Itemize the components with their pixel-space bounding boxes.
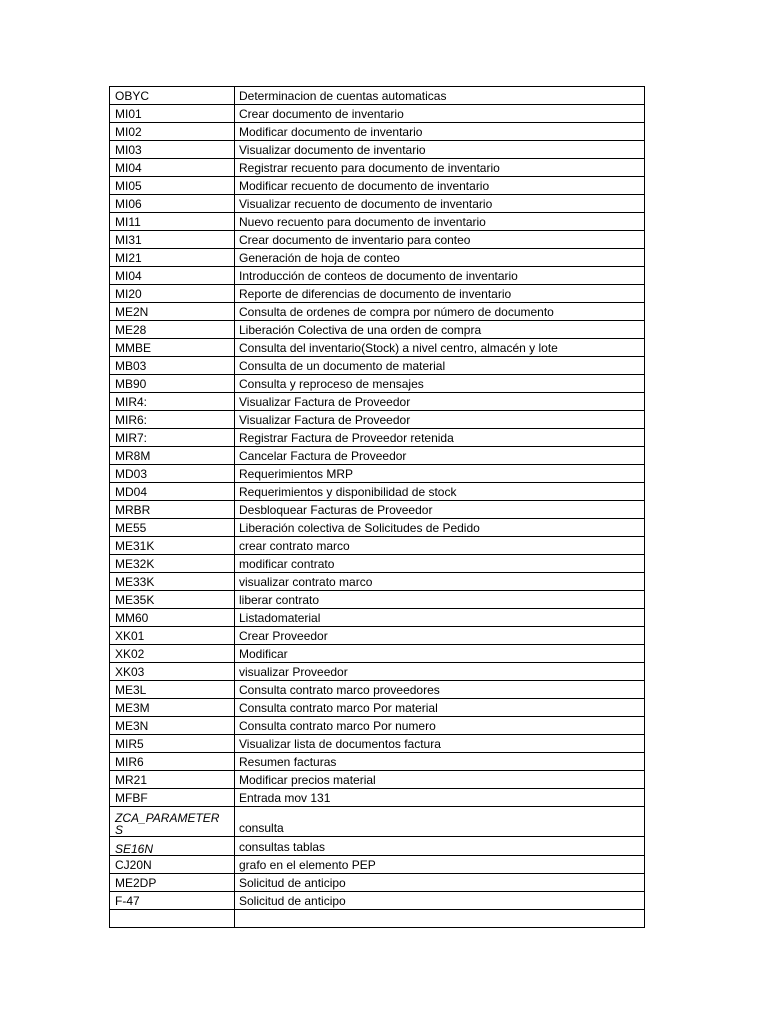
table-row: [110, 789, 645, 807]
table-row: [110, 807, 645, 837]
code-cell: ME31K: [110, 537, 235, 555]
code-cell: MFBF: [110, 789, 235, 807]
description-cell: crear contrato marco: [235, 537, 645, 555]
table-row: [110, 681, 645, 699]
code-cell: MI20: [110, 285, 235, 303]
empty-cell: [235, 910, 645, 928]
table-row: [110, 465, 645, 483]
table-row: [110, 231, 645, 249]
table-row: [110, 339, 645, 357]
description-cell: grafo en el elemento PEP: [235, 856, 645, 874]
table-row: [110, 663, 645, 681]
table-row: [110, 303, 645, 321]
description-cell: Consulta del inventario(Stock) a nivel centro, almacén y lote: [235, 339, 645, 357]
code-cell: MIR5: [110, 735, 235, 753]
code-cell: MI02: [110, 123, 235, 141]
table-row: [110, 447, 645, 465]
code-cell: MI03: [110, 141, 235, 159]
code-cell: MI21: [110, 249, 235, 267]
table-row: [110, 195, 645, 213]
table-row: [110, 856, 645, 874]
code-cell: MIR6:: [110, 411, 235, 429]
description-cell: Consulta contrato marco proveedores: [235, 681, 645, 699]
code-cell: ME35K: [110, 591, 235, 609]
table-row: [110, 105, 645, 123]
description-cell: Visualizar Factura de Proveedor: [235, 411, 645, 429]
code-cell: XK02: [110, 645, 235, 663]
code-cell: MD03: [110, 465, 235, 483]
code-cell: ME3M: [110, 699, 235, 717]
code-cell: MI04: [110, 159, 235, 177]
empty-row: [110, 910, 645, 928]
table-row: [110, 771, 645, 789]
table-row: [110, 573, 645, 591]
code-cell: ME2DP: [110, 874, 235, 892]
code-line: ZCA_PARAMETER: [115, 811, 220, 825]
code-line: S: [115, 823, 124, 837]
code-cell: ME32K: [110, 555, 235, 573]
empty-cell: [110, 910, 235, 928]
table-row: [110, 321, 645, 339]
code-cell: MD04: [110, 483, 235, 501]
description-cell: Consulta contrato marco Por numero: [235, 717, 645, 735]
table-row: [110, 555, 645, 573]
table-row: [110, 519, 645, 537]
description-cell: Liberación Colectiva de una orden de compra: [235, 321, 645, 339]
code-cell: XK03: [110, 663, 235, 681]
table-row: [110, 537, 645, 555]
description-cell: Requerimientos MRP: [235, 465, 645, 483]
code-cell: MI05: [110, 177, 235, 195]
code-cell: CJ20N: [110, 856, 235, 874]
description-cell: Consulta y reproceso de mensajes: [235, 375, 645, 393]
description-cell: Introducción de conteos de documento de inventario: [235, 267, 645, 285]
code-cell: MR8M: [110, 447, 235, 465]
description-cell: Listadomaterial: [235, 609, 645, 627]
table-row: [110, 213, 645, 231]
code-cell: ME2N: [110, 303, 235, 321]
description-cell: modificar contrato: [235, 555, 645, 573]
table-row: [110, 717, 645, 735]
description-cell: Visualizar documento de inventario: [235, 141, 645, 159]
table-row: [110, 393, 645, 411]
table-body-tail: [110, 856, 645, 910]
description-cell: Visualizar Factura de Proveedor: [235, 393, 645, 411]
code-cell: MI31: [110, 231, 235, 249]
code-cell: MB03: [110, 357, 235, 375]
table-row: [110, 141, 645, 159]
code-cell: F-47: [110, 892, 235, 910]
table-row: [110, 735, 645, 753]
code-cell: MM60: [110, 609, 235, 627]
code-cell: MRBR: [110, 501, 235, 519]
table-row: [110, 267, 645, 285]
table-row: [110, 591, 645, 609]
table-row: [110, 159, 645, 177]
table-row: [110, 892, 645, 910]
table-row: [110, 285, 645, 303]
table-row: [110, 699, 645, 717]
table-body: [110, 87, 645, 807]
table-row: [110, 753, 645, 771]
table-body-special: [110, 807, 645, 856]
description-cell: Crear Proveedor: [235, 627, 645, 645]
description-cell: Modificar precios material: [235, 771, 645, 789]
description-cell: Solicitud de anticipo: [235, 892, 645, 910]
code-cell: MB90: [110, 375, 235, 393]
description-cell: Modificar: [235, 645, 645, 663]
table-row: [110, 411, 645, 429]
table-row: [110, 609, 645, 627]
description-cell: Liberación colectiva de Solicitudes de Pedido: [235, 519, 645, 537]
code-cell: MIR4:: [110, 393, 235, 411]
code-cell: MIR6: [110, 753, 235, 771]
description-cell: Registrar recuento para documento de inventario: [235, 159, 645, 177]
code-cell: MI04: [110, 267, 235, 285]
description-cell: Crear documento de inventario: [235, 105, 645, 123]
code-cell: ME3L: [110, 681, 235, 699]
table-row: [110, 837, 645, 856]
table-row: [110, 483, 645, 501]
code-cell: MI06: [110, 195, 235, 213]
description-cell: Visualizar recuento de documento de inventario: [235, 195, 645, 213]
code-cell: MI11: [110, 213, 235, 231]
table-row: [110, 357, 645, 375]
description-cell: Registrar Factura de Proveedor retenida: [235, 429, 645, 447]
description-cell: Visualizar lista de documentos factura: [235, 735, 645, 753]
description-cell: Generación de hoja de conteo: [235, 249, 645, 267]
table-row: [110, 123, 645, 141]
description-cell: Cancelar Factura de Proveedor: [235, 447, 645, 465]
code-cell: MI01: [110, 105, 235, 123]
description-cell: Entrada mov 131: [235, 789, 645, 807]
table-row: [110, 375, 645, 393]
description-cell: consulta: [235, 807, 645, 837]
description-cell: Crear documento de inventario para conteo: [235, 231, 645, 249]
description-cell: Consulta de ordenes de compra por número de documento: [235, 303, 645, 321]
code-cell: [110, 807, 235, 837]
table-row: [110, 177, 645, 195]
table-row: [110, 429, 645, 447]
table-body-empty: [110, 910, 645, 928]
description-cell: Modificar recuento de documento de inventario: [235, 177, 645, 195]
description-cell: Solicitud de anticipo: [235, 874, 645, 892]
table-row: [110, 874, 645, 892]
table-row: [110, 645, 645, 663]
table-row: [110, 87, 645, 105]
description-cell: Modificar documento de inventario: [235, 123, 645, 141]
description-cell: Resumen facturas: [235, 753, 645, 771]
code-cell: SE16N: [110, 837, 235, 856]
code-cell: XK01: [110, 627, 235, 645]
transaction-table: [109, 86, 645, 928]
description-cell: Determinacion de cuentas automaticas: [235, 87, 645, 105]
code-cell: ME33K: [110, 573, 235, 591]
description-cell: visualizar Proveedor: [235, 663, 645, 681]
description-cell: visualizar contrato marco: [235, 573, 645, 591]
code-cell: MIR7:: [110, 429, 235, 447]
table-row: [110, 627, 645, 645]
code-cell: MR21: [110, 771, 235, 789]
code-cell: ME28: [110, 321, 235, 339]
description-cell: Nuevo recuento para documento de inventario: [235, 213, 645, 231]
description-cell: Reporte de diferencias de documento de inventario: [235, 285, 645, 303]
description-cell: Desbloquear Facturas de Proveedor: [235, 501, 645, 519]
table-row: [110, 501, 645, 519]
code-cell: OBYC: [110, 87, 235, 105]
table-row: [110, 249, 645, 267]
description-cell: consultas tablas: [235, 837, 645, 856]
code-cell: MMBE: [110, 339, 235, 357]
code-cell: ME3N: [110, 717, 235, 735]
code-cell: ME55: [110, 519, 235, 537]
description-cell: Consulta contrato marco Por material: [235, 699, 645, 717]
description-cell: liberar contrato: [235, 591, 645, 609]
description-cell: Consulta de un documento de material: [235, 357, 645, 375]
description-cell: Requerimientos y disponibilidad de stock: [235, 483, 645, 501]
